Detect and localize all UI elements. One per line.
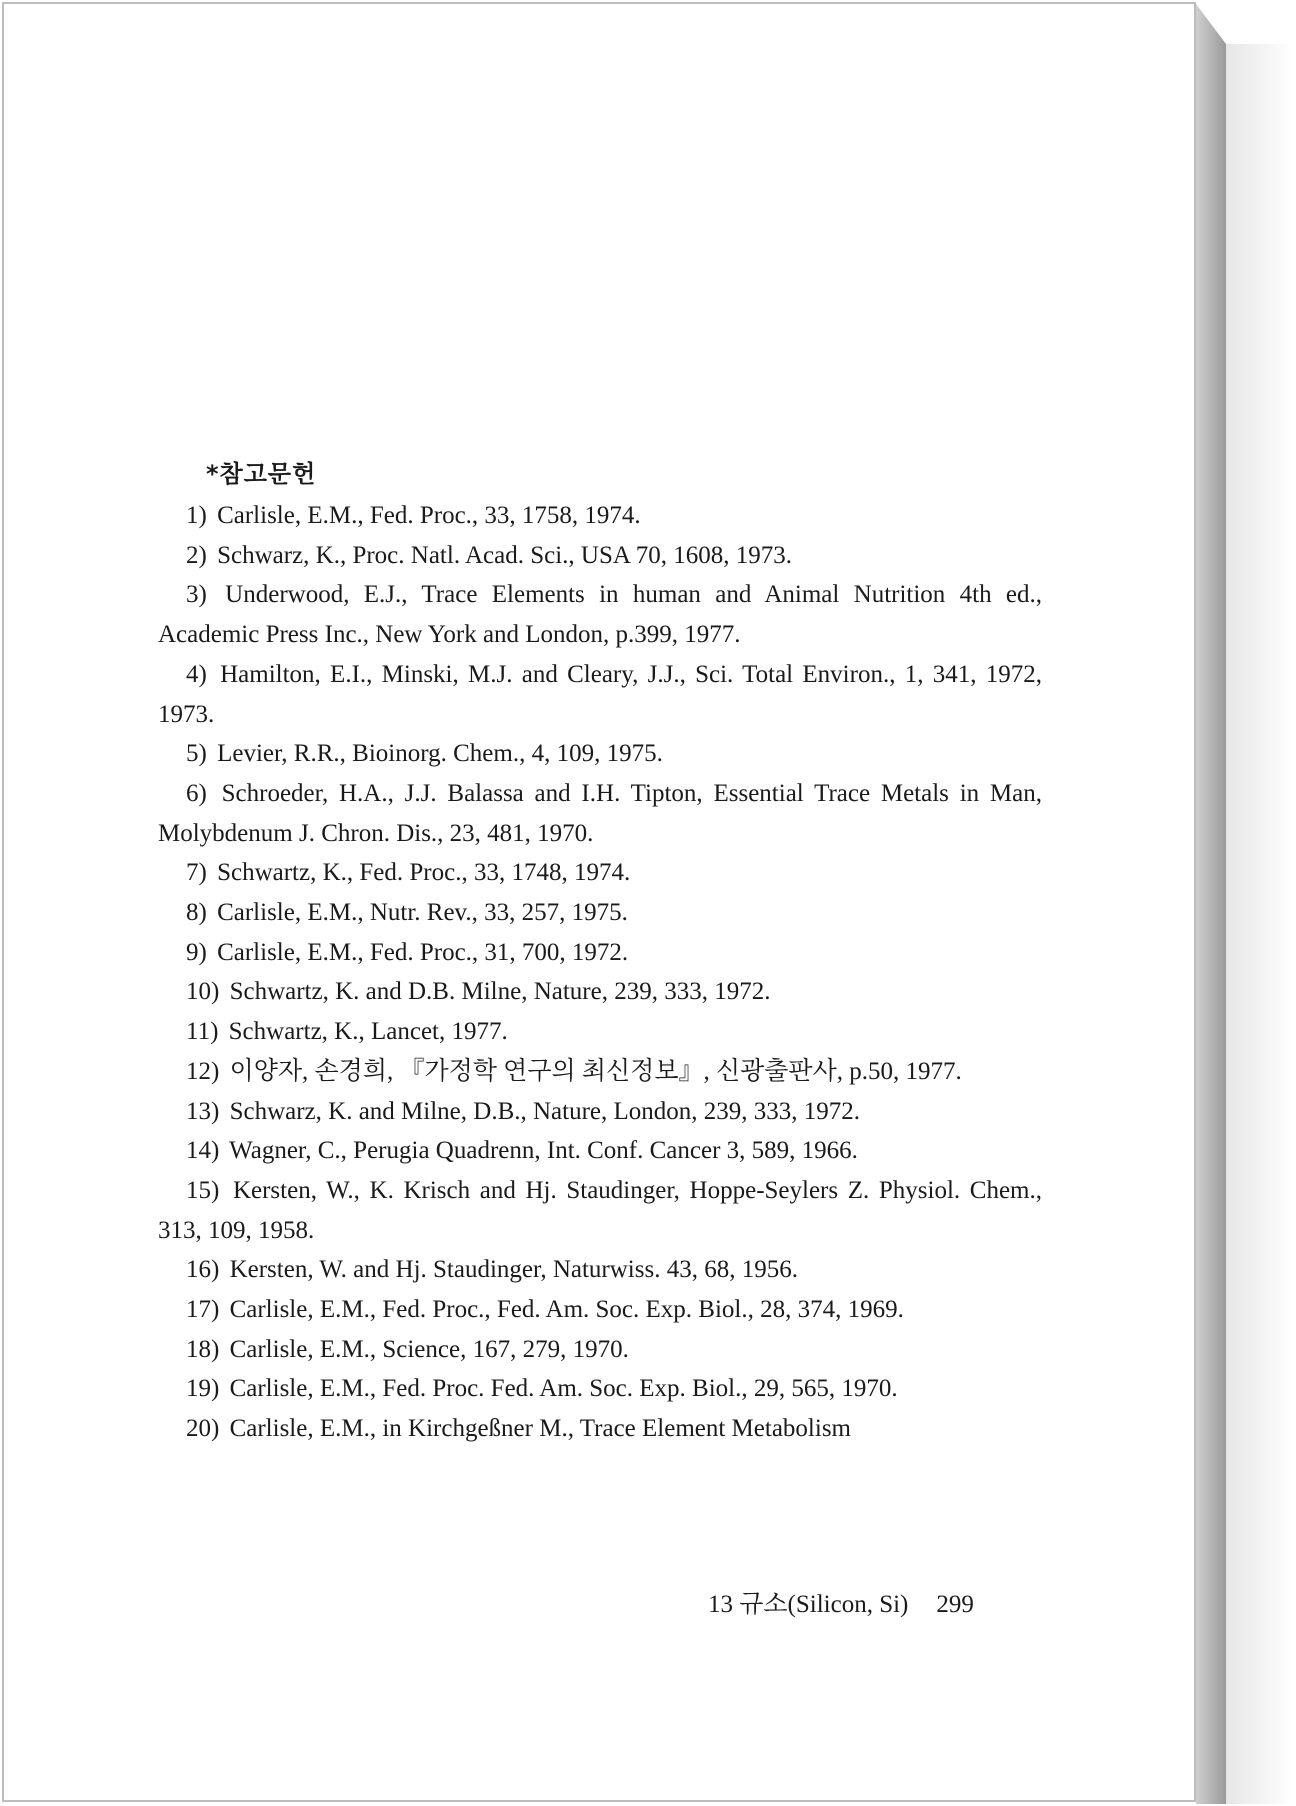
- page-number: 299: [936, 1591, 974, 1618]
- page-edge: [1196, 4, 1226, 1804]
- reference-item-1: 1) Carlisle, E.M., Fed. Proc., 33, 1758, 1974.: [186, 502, 641, 529]
- reference-item-5: 5) Levier, R.R., Bioinorg. Chem., 4, 109, 1975.: [186, 740, 663, 768]
- reference-item-19: 19) Carlisle, E.M., Fed. Proc. Fed. Am. Soc. Exp. Biol., 29, 565, 1970.: [186, 1375, 898, 1403]
- chapter-title: 13 규소(Silicon, Si): [708, 1591, 909, 1618]
- reference-item-10: 10) Schwartz, K. and D.B. Milne, Nature, 239, 333, 1972.: [186, 978, 771, 1006]
- reference-item-17: 17) Carlisle, E.M., Fed. Proc., Fed. Am. Soc. Exp. Biol., 28, 374, 1969.: [186, 1296, 904, 1324]
- reference-item-7: 7) Schwartz, K., Fed. Proc., 33, 1748, 1974.: [186, 859, 631, 887]
- reference-item-15: 15) Kersten, W., K. Krisch and Hj. Staudinger, Hoppe-Seylers Z. Physiol. Chem., 313, 109, 1958.: [158, 1176, 1042, 1244]
- reference-item-20: 20) Carlisle, E.M., in Kirchgeßner M., Trace Element Metabolism: [186, 1415, 851, 1443]
- reference-item-11: 11) Schwartz, K., Lancet, 1977.: [186, 1018, 508, 1046]
- reference-item-3: 3) Underwood, E.J., Trace Elements in human and Animal Nutrition 4th ed., Academic Press Inc., New York and London, p.399, 1977.: [158, 581, 1043, 649]
- reference-item-4: 4) Hamilton, E.I., Minski, M.J. and Cleary, J.J., Sci. Total Environ., 1, 341, 1972, 1973.: [158, 660, 1042, 728]
- reference-item-13: 13) Schwarz, K. and Milne, D.B., Nature, London, 239, 333, 1972.: [186, 1097, 861, 1125]
- reference-item-9: 9) Carlisle, E.M., Fed. Proc., 31, 700, 1972.: [186, 938, 629, 966]
- references-heading: *참고문헌: [206, 460, 317, 488]
- reference-item-8: 8) Carlisle, E.M., Nutr. Rev., 33, 257, 1975.: [186, 899, 628, 927]
- reference-item-16: 16) Kersten, W. and Hj. Staudinger, Naturwiss. 43, 68, 1956.: [186, 1256, 798, 1284]
- page-shadow: [1226, 44, 1292, 1804]
- reference-list: [158, 496, 1042, 1449]
- reference-item-14: 14) Wagner, C., Perugia Quadrenn, Int. Conf. Cancer 3, 589, 1966.: [186, 1137, 858, 1165]
- page-footer: [708, 1584, 974, 1620]
- reference-item-6: 6) Schroeder, H.A., J.J. Balassa and I.H. Tipton, Essential Trace Metals in Man, Molybdenum J. Chron. Dis., 23, 481, 1970.: [158, 779, 1042, 847]
- reference-item-12: 12) 이양자, 손경희, 『가정학 연구의 최신정보』, 신광출판사, p.50, 1977.: [186, 1057, 962, 1085]
- reference-item-18: 18) Carlisle, E.M., Science, 167, 279, 1970.: [186, 1335, 629, 1363]
- reference-item-2: 2) Schwarz, K., Proc. Natl. Acad. Sci., USA 70, 1608, 1973.: [186, 541, 793, 569]
